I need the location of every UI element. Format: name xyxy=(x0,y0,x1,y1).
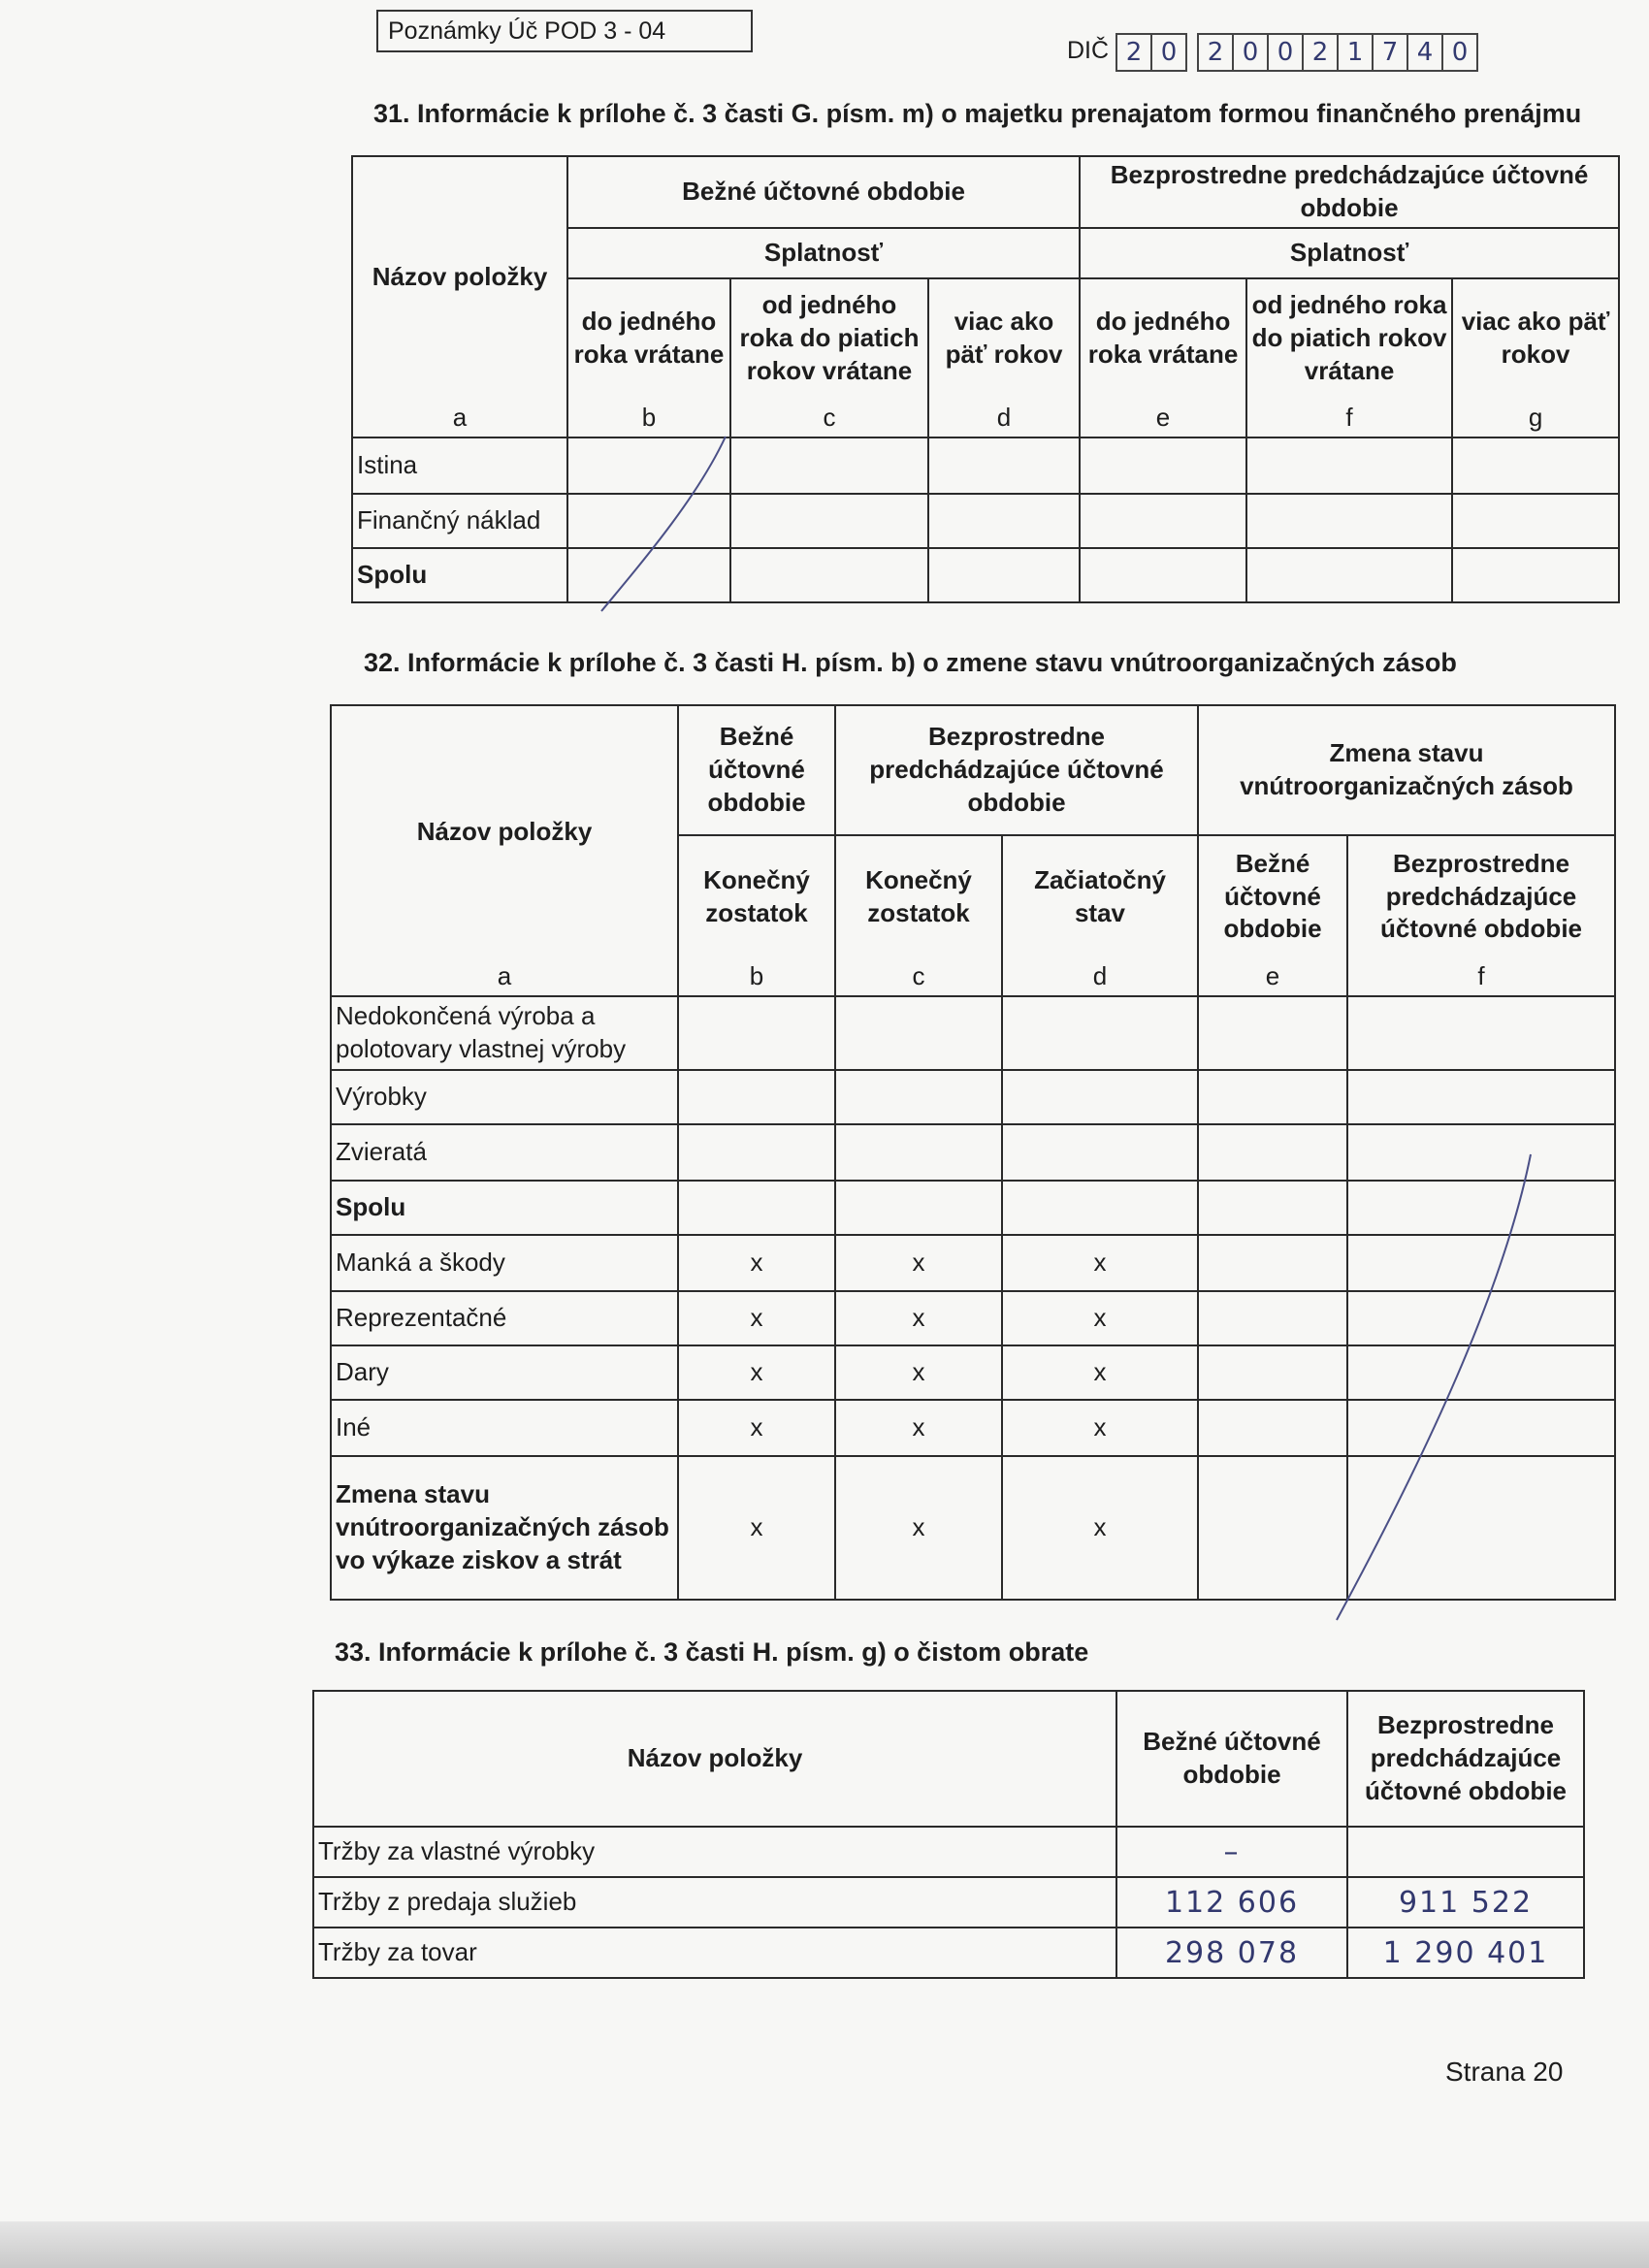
cell: x xyxy=(678,1291,835,1345)
cell xyxy=(1080,494,1246,548)
previous-period-header: Bezprostredne predchádzajúce účtovné obdobie xyxy=(1080,156,1619,228)
cell: x xyxy=(1002,1456,1198,1600)
cell xyxy=(1347,1181,1615,1235)
col-letter: c xyxy=(730,399,928,437)
cell xyxy=(1080,548,1246,602)
cell xyxy=(1002,1124,1198,1181)
cell xyxy=(835,1070,1002,1124)
row-label: Finančný náklad xyxy=(352,494,567,548)
dic-digit: 4 xyxy=(1406,33,1443,72)
previous-period-header: Bezprostredne predchádzajúce účtovné obdobie xyxy=(1347,1691,1584,1827)
previous-value xyxy=(1347,1827,1584,1877)
cell xyxy=(835,996,1002,1070)
table-row xyxy=(331,1070,1615,1124)
cell xyxy=(1452,437,1619,494)
row-label: Výrobky xyxy=(331,1070,678,1124)
cell xyxy=(567,548,730,602)
col-header: viac ako päť rokov xyxy=(928,278,1080,399)
col-letter: g xyxy=(1452,399,1619,437)
cell: x xyxy=(678,1235,835,1291)
cell: x xyxy=(835,1291,1002,1345)
name-header: Názov položky xyxy=(352,156,567,399)
previous-period-header: Bezprostredne predchádzajúce účtovné obdobie xyxy=(835,705,1198,835)
table-row xyxy=(331,1400,1615,1456)
dic-digit: 2 xyxy=(1302,33,1339,72)
table-row xyxy=(331,1181,1615,1235)
maturity-header: Splatnosť xyxy=(567,228,1080,278)
row-label: Spolu xyxy=(331,1181,678,1235)
current-period-header: Bežné účtovné obdobie xyxy=(678,705,835,835)
cell xyxy=(1002,1070,1198,1124)
col-letter: b xyxy=(567,399,730,437)
dic-digit: 0 xyxy=(1441,33,1478,72)
cell xyxy=(678,1181,835,1235)
table-row xyxy=(331,1345,1615,1400)
cell xyxy=(567,494,730,548)
table-row xyxy=(352,548,1619,602)
row-label: Iné xyxy=(331,1400,678,1456)
col-header: do jedného roka vrátane xyxy=(567,278,730,399)
cell xyxy=(1002,996,1198,1070)
cell: x xyxy=(835,1456,1002,1600)
name-header: Názov položky xyxy=(313,1691,1116,1827)
section-31-title: 31. Informácie k prílohe č. 3 časti G. písm. m) o majetku prenajatom formou finančného prenájmu xyxy=(373,99,1582,128)
cell: x xyxy=(835,1235,1002,1291)
col-header: do jedného roka vrátane xyxy=(1080,278,1246,399)
cell xyxy=(835,1181,1002,1235)
table-row xyxy=(313,1877,1584,1928)
cell xyxy=(1347,1124,1615,1181)
cell xyxy=(1347,996,1615,1070)
col-letter: f xyxy=(1347,957,1615,996)
row-label: Istina xyxy=(352,437,567,494)
cell xyxy=(1347,1400,1615,1456)
dic-cells xyxy=(1116,33,1476,72)
cell xyxy=(1198,1400,1347,1456)
form-label-box xyxy=(376,10,753,52)
cell xyxy=(678,1124,835,1181)
cell xyxy=(1347,1456,1615,1600)
col-letter: d xyxy=(1002,957,1198,996)
current-value: 298 078 xyxy=(1116,1928,1347,1978)
row-label: Nedokončená výroba a polotovary vlastnej výroby xyxy=(331,996,678,1070)
cell: x xyxy=(678,1456,835,1600)
col-header: viac ako päť rokov xyxy=(1452,278,1619,399)
row-label: Reprezentačné xyxy=(331,1291,678,1345)
cell xyxy=(1347,1235,1615,1291)
previous-value: 911 522 xyxy=(1347,1877,1584,1928)
cell xyxy=(1347,1345,1615,1400)
table-row xyxy=(313,1827,1584,1877)
row-label: Manká a škody xyxy=(331,1235,678,1291)
row-label: Tržby za vlastné výrobky xyxy=(313,1827,1116,1877)
cell xyxy=(1198,1291,1347,1345)
dic-label: DIČ xyxy=(1067,37,1110,64)
current-value: – xyxy=(1116,1827,1347,1877)
cell xyxy=(1452,494,1619,548)
cell xyxy=(1080,437,1246,494)
col-header: Konečný zostatok xyxy=(678,835,835,957)
table-row xyxy=(331,1124,1615,1181)
row-label: Zvieratá xyxy=(331,1124,678,1181)
page-number: Strana 20 xyxy=(1445,2057,1564,2087)
dic-digit: 7 xyxy=(1372,33,1408,72)
section-32-title: 32. Informácie k prílohe č. 3 časti H. písm. b) o zmene stavu vnútroorganizačných zásob xyxy=(364,648,1457,677)
section-32-table xyxy=(330,704,1616,1601)
cell xyxy=(928,437,1080,494)
row-label: Tržby za tovar xyxy=(313,1928,1116,1978)
cell: x xyxy=(678,1400,835,1456)
row-label: Dary xyxy=(331,1345,678,1400)
current-value: 112 606 xyxy=(1116,1877,1347,1928)
cell: x xyxy=(1002,1345,1198,1400)
col-letter: c xyxy=(835,957,1002,996)
section-33-table xyxy=(312,1690,1585,1979)
cell xyxy=(1198,1345,1347,1400)
dic-digit: 1 xyxy=(1337,33,1374,72)
current-period-header: Bežné účtovné obdobie xyxy=(1116,1691,1347,1827)
col-letter: a xyxy=(331,957,678,996)
scan-edge xyxy=(0,2221,1649,2268)
cell xyxy=(567,437,730,494)
cell xyxy=(928,494,1080,548)
cell: x xyxy=(835,1400,1002,1456)
cell: x xyxy=(835,1345,1002,1400)
col-header: od jedného roka do piatich rokov vrátane xyxy=(1246,278,1452,399)
cell xyxy=(1198,1124,1347,1181)
dic-digit: 0 xyxy=(1150,33,1187,72)
col-letter: d xyxy=(928,399,1080,437)
table-row xyxy=(352,437,1619,494)
cell xyxy=(1198,1070,1347,1124)
table-row xyxy=(331,996,1615,1070)
cell xyxy=(730,494,928,548)
dic-digit: 0 xyxy=(1232,33,1269,72)
change-header: Zmena stavu vnútroorganizačných zásob xyxy=(1198,705,1615,835)
col-header: Konečný zostatok xyxy=(835,835,1002,957)
cell xyxy=(730,548,928,602)
table-row xyxy=(331,1456,1615,1600)
dic-digit: 2 xyxy=(1116,33,1152,72)
cell xyxy=(678,996,835,1070)
dic-digit: 2 xyxy=(1197,33,1234,72)
cell xyxy=(730,437,928,494)
cell xyxy=(1452,548,1619,602)
cell: x xyxy=(1002,1400,1198,1456)
col-letter: a xyxy=(352,399,567,437)
cell xyxy=(678,1070,835,1124)
table-row xyxy=(331,1235,1615,1291)
col-header: od jedného roka do piatich rokov vrátane xyxy=(730,278,928,399)
dic-digit: 0 xyxy=(1267,33,1304,72)
cell xyxy=(1198,1456,1347,1600)
cell xyxy=(1347,1070,1615,1124)
cell: x xyxy=(1002,1291,1198,1345)
col-header: Začiatočný stav xyxy=(1002,835,1198,957)
cell xyxy=(1246,437,1452,494)
col-header: Bezprostredne predchádzajúce účtovné obdobie xyxy=(1347,835,1615,957)
cell xyxy=(1246,548,1452,602)
cell xyxy=(1198,1181,1347,1235)
form-label: Poznámky Úč POD 3 - 04 xyxy=(388,17,666,45)
col-letter: e xyxy=(1198,957,1347,996)
section-31-table xyxy=(351,155,1620,603)
cell xyxy=(1347,1291,1615,1345)
table-row xyxy=(331,1291,1615,1345)
col-letter: b xyxy=(678,957,835,996)
name-header: Názov položky xyxy=(331,705,678,957)
previous-value: 1 290 401 xyxy=(1347,1928,1584,1978)
col-letter: e xyxy=(1080,399,1246,437)
current-period-header: Bežné účtovné obdobie xyxy=(567,156,1080,228)
col-header: Bežné účtovné obdobie xyxy=(1198,835,1347,957)
table-row xyxy=(313,1928,1584,1978)
section-33-title: 33. Informácie k prílohe č. 3 časti H. písm. g) o čistom obrate xyxy=(335,1637,1089,1667)
cell: x xyxy=(678,1345,835,1400)
row-label: Spolu xyxy=(352,548,567,602)
cell xyxy=(1198,996,1347,1070)
cell xyxy=(835,1124,1002,1181)
maturity-header: Splatnosť xyxy=(1080,228,1619,278)
cell xyxy=(1198,1235,1347,1291)
row-label: Tržby z predaja služieb xyxy=(313,1877,1116,1928)
cell: x xyxy=(1002,1235,1198,1291)
cell xyxy=(1246,494,1452,548)
row-label: Zmena stavu vnútroorganizačných zásob vo výkaze ziskov a strát xyxy=(331,1456,678,1600)
table-row xyxy=(352,494,1619,548)
col-letter: f xyxy=(1246,399,1452,437)
cell xyxy=(928,548,1080,602)
cell xyxy=(1002,1181,1198,1235)
